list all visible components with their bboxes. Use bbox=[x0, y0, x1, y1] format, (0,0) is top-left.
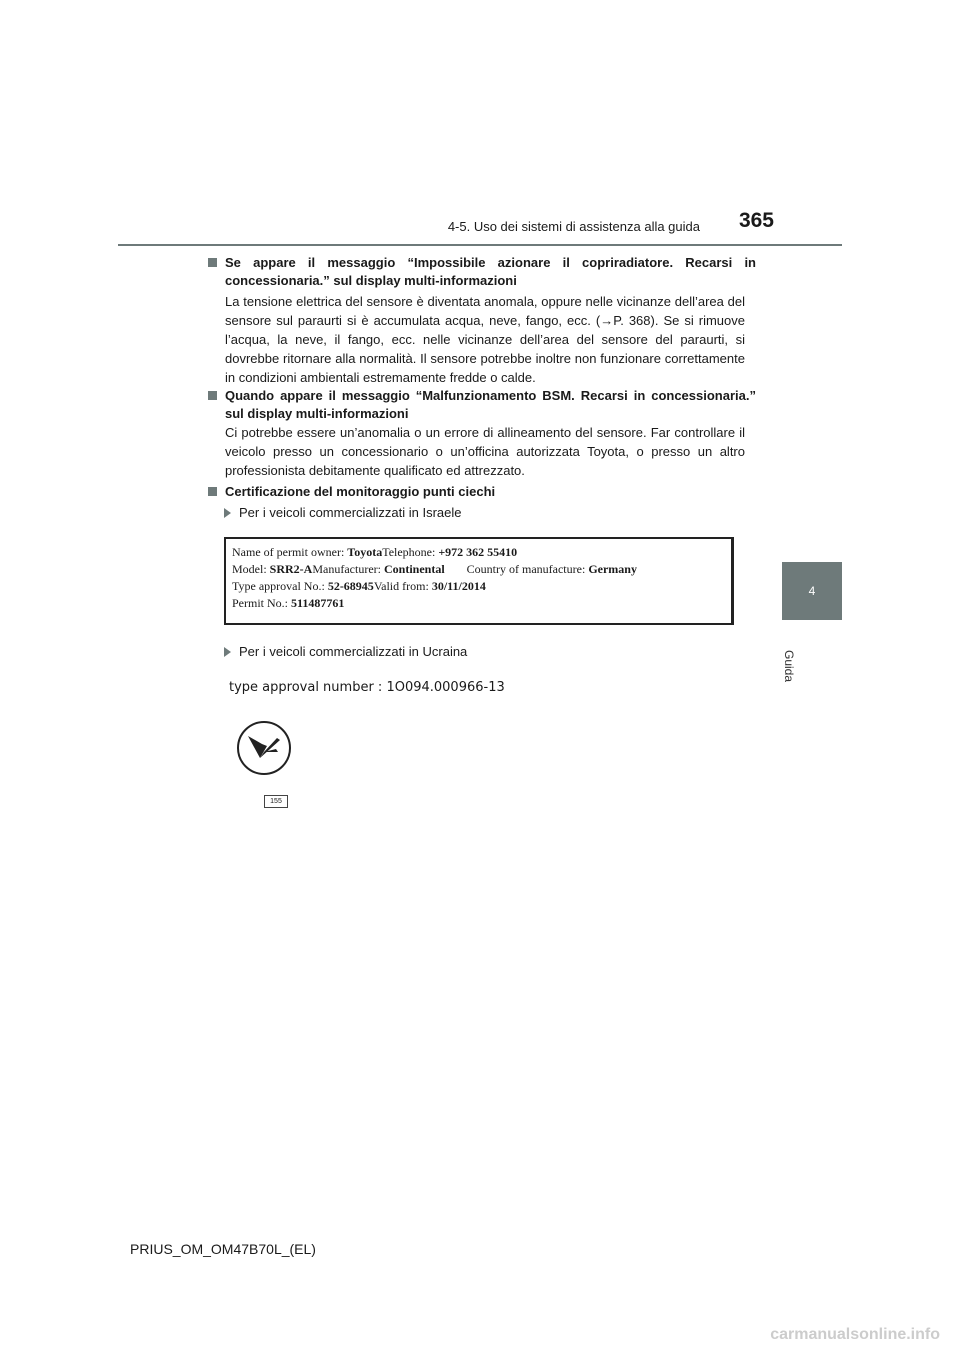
country: Germany bbox=[588, 562, 637, 576]
square-bullet-icon bbox=[208, 391, 217, 400]
bullet-text: Per i veicoli commercializzati in Ucraina bbox=[239, 644, 468, 659]
chapter-number: 4 bbox=[808, 584, 816, 598]
permit-row bbox=[232, 544, 731, 561]
valid-from: 30/11/2014 bbox=[431, 579, 486, 593]
header-rule bbox=[118, 244, 842, 246]
chapter-label: Guida bbox=[782, 650, 796, 683]
section-heading bbox=[208, 254, 756, 290]
square-bullet-icon bbox=[208, 487, 217, 496]
chapter-tab bbox=[782, 562, 842, 620]
bullet-ukraine bbox=[224, 643, 724, 661]
page-number: 365 bbox=[738, 209, 774, 232]
telephone-label: Telephone: bbox=[382, 545, 439, 559]
permit-no-label: Permit No.: bbox=[232, 596, 291, 610]
section-heading-text: Se appare il messaggio “Impossibile azionare il copriradiatore. Recarsi in concessionaria.” sul display multi-informazioni bbox=[225, 255, 756, 288]
running-header: 4-5. Uso dei sistemi di assistenza alla guida bbox=[447, 219, 700, 234]
manufacturer: Continental bbox=[383, 562, 445, 576]
manufacturer-label: Manufacturer: bbox=[312, 562, 384, 576]
triangle-bullet-icon bbox=[224, 647, 231, 657]
bullet-text: Per i veicoli commercializzati in Israele bbox=[239, 505, 462, 520]
valid-from-label: Valid from: bbox=[373, 579, 432, 593]
model: SRR2-A bbox=[269, 562, 313, 576]
ukraine-approval-number: type approval number : 1O094.000966-13 bbox=[229, 680, 505, 695]
section-heading bbox=[208, 483, 756, 501]
permit-owner: Toyota bbox=[347, 545, 383, 559]
country-label: Country of manufacture: bbox=[466, 562, 589, 576]
model-label: Model: bbox=[232, 562, 270, 576]
telephone: +972 362 55410 bbox=[438, 545, 518, 559]
type-approval-label: Type approval No.: bbox=[232, 579, 328, 593]
section-heading-text: Quando appare il messaggio “Malfunzionamento BSM. Recarsi in concessionaria.” sul display multi-informazioni bbox=[225, 388, 756, 421]
section-heading bbox=[208, 387, 756, 423]
ukraine-conformity-mark bbox=[234, 720, 294, 810]
bullet-israel bbox=[224, 504, 724, 522]
permit-owner-label: Name of permit owner: bbox=[232, 545, 348, 559]
section-heading-text: Certificazione del monitoraggio punti ciechi bbox=[225, 484, 496, 499]
israel-permit-box bbox=[224, 537, 734, 625]
permit-row bbox=[232, 595, 731, 612]
document-footer: PRIUS_OM_OM47B70L_(EL) bbox=[130, 1241, 316, 1257]
permit-no: 511487761 bbox=[291, 596, 345, 610]
section-body: Ci potrebbe essere un’anomalia o un errore di allineamento del sensore. Far controllare il veicolo presso un concessionario o un’officina autorizzata Toyota, o presso un altro professionista debitamente qualificato ed attrezzato. bbox=[225, 425, 745, 478]
permit-row bbox=[232, 578, 731, 595]
conformity-mark-icon bbox=[234, 720, 294, 780]
mark-code: 155 bbox=[264, 795, 288, 808]
section-body: La tensione elettrica del sensore è diventata anomala, oppure nelle vicinanze dell’area del sensore sul paraurti si è accumulata acqua, neve, fango, ecc. (→P. 368). Se si rimuove l’acqua, la neve, il fango, ecc. nelle vicinanze dell’area del sensore del paraurti, si dovrebbe ritornare alla normalità. Il sensore potrebbe inoltre non funzionare correttamente in condizioni ambientali estremamente fredde o calde. bbox=[225, 294, 745, 385]
watermark: carmanualsonline.info bbox=[770, 1326, 940, 1343]
permit-row bbox=[232, 561, 731, 578]
type-approval: 52-68945 bbox=[327, 579, 374, 593]
square-bullet-icon bbox=[208, 258, 217, 267]
triangle-bullet-icon bbox=[224, 508, 231, 518]
